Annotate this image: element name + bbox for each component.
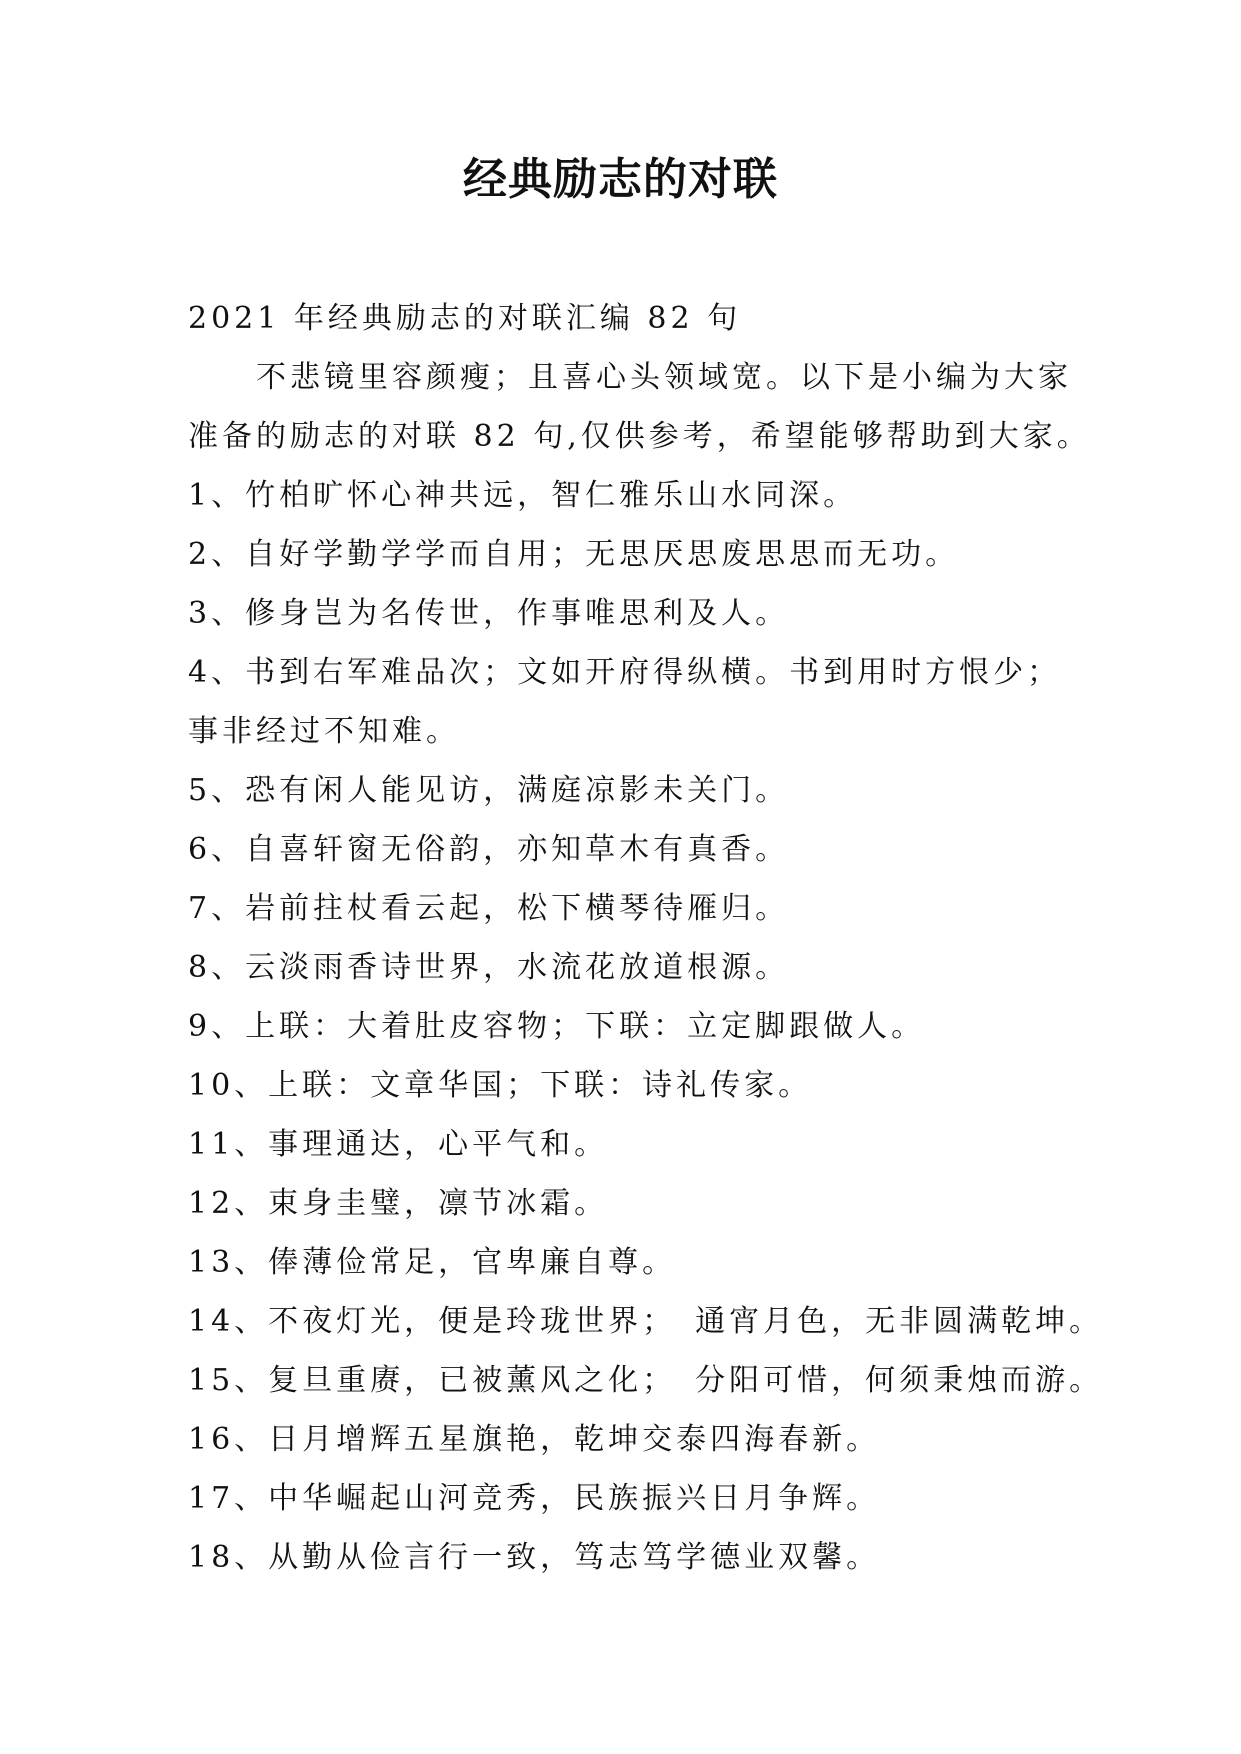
couplet-line: 4、书到右军难品次；文如开府得纵横。书到用时方恨少； bbox=[188, 655, 1062, 690]
couplet-line: 事非经过不知难。 bbox=[188, 714, 460, 749]
couplet-line: 9、上联：大着肚皮容物；下联：立定脚跟做人。 bbox=[188, 1009, 926, 1044]
couplet-line: 7、岩前拄杖看云起，松下横琴待雁归。 bbox=[188, 891, 790, 926]
couplet-line: 15、复旦重赓，已被薰风之化； 分阳可惜，何须秉烛而游。 bbox=[188, 1363, 1104, 1398]
couplet-line: 13、俸薄俭常足，官卑廉自尊。 bbox=[188, 1245, 677, 1280]
couplet-line: 14、不夜灯光，便是玲珑世界； 通宵月色，无非圆满乾坤。 bbox=[188, 1304, 1104, 1339]
couplet-line: 6、自喜轩窗无俗韵，亦知草木有真香。 bbox=[188, 832, 790, 867]
couplet-line: 2、自好学勤学学而自用；无思厌思废思思而无功。 bbox=[188, 537, 960, 572]
couplet-line: 12、束身圭璧，凛节冰霜。 bbox=[188, 1186, 609, 1221]
subtitle-line: 2021 年经典励志的对联汇编 82 句 bbox=[188, 301, 742, 336]
intro-line: 准备的励志的对联 82 句,仅供参考，希望能够帮助到大家。 bbox=[188, 419, 1091, 454]
couplet-line: 16、日月增辉五星旗艳，乾坤交泰四海春新。 bbox=[188, 1422, 881, 1457]
couplet-line: 8、云淡雨香诗世界，水流花放道根源。 bbox=[188, 950, 790, 985]
intro-line: 不悲镜里容颜瘦；且喜心头领域宽。以下是小编为大家 bbox=[256, 360, 1072, 395]
couplet-line: 11、事理通达，心平气和。 bbox=[188, 1127, 609, 1162]
document-body bbox=[188, 289, 1104, 1587]
couplet-line: 5、恐有闲人能见访，满庭凉影未关门。 bbox=[188, 773, 790, 808]
couplet-line: 3、修身岂为名传世，作事唯思利及人。 bbox=[188, 596, 790, 631]
couplet-line: 18、从勤从俭言行一致，笃志笃学德业双馨。 bbox=[188, 1540, 881, 1575]
couplet-line: 17、中华崛起山河竞秀，民族振兴日月争辉。 bbox=[188, 1481, 881, 1516]
couplet-line: 1、竹柏旷怀心神共远，智仁雅乐山水同深。 bbox=[188, 478, 858, 513]
document-title: 经典励志的对联 bbox=[463, 154, 778, 205]
couplet-line: 10、上联：文章华国；下联：诗礼传家。 bbox=[188, 1068, 813, 1103]
